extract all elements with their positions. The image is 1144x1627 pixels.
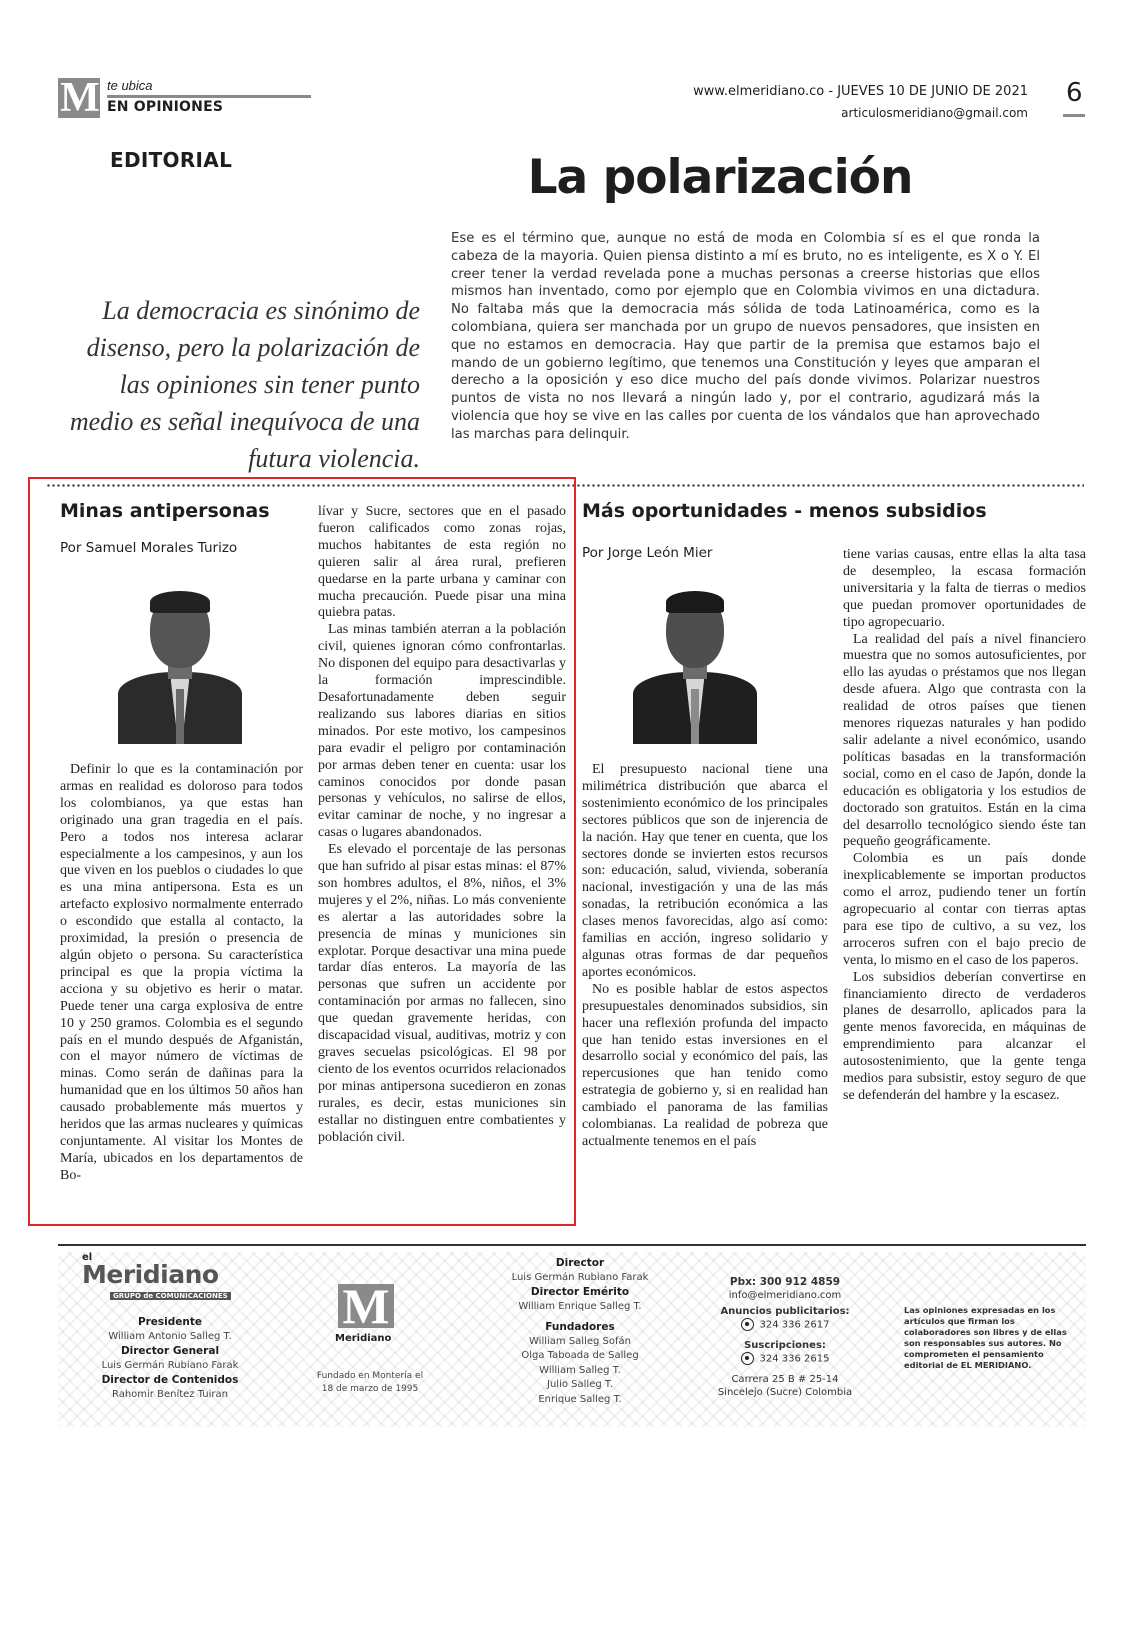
- paragraph: Los subsidios deberían convertirse en financiamiento directo de verdaderos planes de desarrollo, aplicados para la gente menos favorecida, en máquinas de emprendimiento para alcanzar el autosostenimiento, que la gente tenga medios para subsistir, estoy seguro de que se defenderán del hambre y la escasez.: [843, 969, 1086, 1103]
- staff-role: Director: [555, 1257, 605, 1269]
- section-name: EN OPINIONES: [107, 99, 224, 115]
- article-oportunidades-col2: [843, 547, 1086, 1105]
- header-email: articulosmeridiano@gmail.com: [841, 106, 1028, 120]
- article-title-oportunidades: Más oportunidades - menos subsidios: [582, 500, 987, 522]
- article-minas-col2: [318, 504, 566, 1146]
- byline-leon-mier: Por Jorge León Mier: [582, 545, 713, 561]
- brand-name: Meridiano: [82, 1260, 219, 1289]
- whatsapp-icon: [741, 1318, 754, 1331]
- author-photo-leon-mier: [618, 572, 772, 744]
- founder-name: Enrique Salleg T.: [538, 1393, 622, 1405]
- footer-logo-name: Meridiano: [335, 1333, 392, 1344]
- header-tagline: te ubica: [107, 78, 153, 93]
- paragraph: Las minas también aterran a la población civil, quienes ignoran cómo confrontarlas. No disponen del equipo para desactivarlas y la formación imprescindible. Desafortunadamente deben seguir realizando sus labores diarias en sitios minados. Por este motivo, los campesinos para evadir el peligro por contaminación por armas deben tener en cuenta: usar los caminos conocidos por donde pasan personas y vehículos, no salirse de ellos, evitar caminar de noche, y no ingresar a casas o lugares abandonados.: [318, 622, 566, 841]
- brand-group-tag: GRUPO de COMUNICACIONES: [110, 1292, 231, 1300]
- staff-name: William Enrique Salleg T.: [518, 1300, 642, 1312]
- meridiano-logo-footer: M: [338, 1284, 394, 1328]
- founder-name: William Salleg T.: [539, 1364, 621, 1376]
- brand-article: el: [82, 1252, 93, 1263]
- page-number-rule: [1063, 114, 1085, 117]
- subs-phone: 324 336 2615: [759, 1353, 830, 1364]
- staff-role: Presidente: [137, 1316, 203, 1328]
- whatsapp-icon: [741, 1352, 754, 1365]
- paragraph: El presupuesto nacional tiene una milimétrica distribución que abarca el sostenimiento económico de los principales sectores públicos que son de injerencia de la nación. Hay que tener en cuenta, que los sectores donde se invierten estos recursos son: educación, salud, vivienda, soberanía nacional, investigación y una de las más sonadas, la retribución económica a las clases menos favorecidas, algo así como: familias en acción, ingreso solidario y algunas otras formas de dar pequeños aportes económicos.: [582, 762, 828, 980]
- contact-email[interactable]: info@elmeridiano.com: [728, 1290, 842, 1301]
- founded-note: Fundado en Montería el 18 de marzo de 1995: [316, 1371, 424, 1394]
- ads-label: Anuncios publicitarios:: [720, 1306, 850, 1317]
- paragraph: La realidad del país a nivel financiero muestra que no somos autosuficientes, por ello las ayudas o préstamos que nos llegan desde afuera. Algo que contrasta con la realidad de otros países que tienen menores riquezas naturales y han podido salir adelante a nivel económico, usando políticas basadas en la transformación social, como en el caso de Japón, donde la educación es obligatoria y los estudios de doctorado son gratuitos. Están en la cima del desarrollo tecnológico siendo éste tan pequeño geográficamente.: [843, 631, 1086, 850]
- dateline: www.elmeridiano.co - JUEVES 10 DE JUNIO DE 2021: [693, 84, 1028, 99]
- address-line: Carrera 25 B # 25-14: [731, 1374, 839, 1385]
- editorial-pull-quote: La democracia es sinónimo de disenso, pero la polarización de las opiniones sin tener punto medio es señal inequívoca de una futura violencia.: [69, 296, 420, 473]
- author-photo-morales: [102, 572, 258, 744]
- editorial-body: Ese es el término que, aunque no está de moda en Colombia sí es el que ronda la cabeza de la mayoria. Quien piensa distinto a mí es bruto, no es inteligente, es X o Y. El creer tener la verdad revelada pone a muchas personas a creerse historias que ellos mismos han inventado, como por ejemplo que en Colombia vivimos en una dictadura. No faltaba más que la democracia más sólida de toda Latinoamérica, como es la colombiana, quiera ser manchada por un grupo de nuevos pensadores, que insisten en que no estamos en democracia. Hay que partir de la premisa que estamos bajo el mando de un gobierno legítimo, que tenemos una Constitución y leyes que amparan el derecho a la oposición y eso dice mucho del país donde vivimos. Polarizar nuestros puntos de vista no nos llevará a ningún lado y, por el contrario, agudizará más la violencia que hoy se vive en las calles por cuenta de los vándalos que han aprovechado las marchas para delinquir.: [451, 231, 1040, 442]
- paragraph: Colombia es un país donde inexplicablemente se importan productos como el arroz, pudiendo tener un fortín agropecuario al contar con tierras aptas para ese tipo de cultivo, a su vez, los arroceros sufren con el bajo precio de venta, lo mismo en el caso de los paperos.: [843, 851, 1086, 968]
- staff-role: Director General: [120, 1345, 220, 1357]
- staff-name: William Antonio Salleg T.: [108, 1330, 232, 1342]
- editorial-title: La polarización: [527, 150, 913, 205]
- contact-block: [700, 1276, 870, 1399]
- founder-name: Olga Taboada de Salleg: [521, 1350, 639, 1361]
- article-title-minas: Minas antipersonas: [60, 500, 270, 522]
- article-minas-col1: [60, 762, 303, 1185]
- subs-label: Suscripciones:: [744, 1339, 826, 1351]
- meridiano-logo: M: [58, 78, 100, 118]
- address-line: Sincelejo (Sucre) Colombia: [717, 1387, 853, 1398]
- article-oportunidades-col1: [582, 762, 828, 1151]
- paragraph: tiene varias causas, entre ellas la alta tasa de desempleo, la escasa formación universitaria y la falta de tierras o medios que puedan promover oportunidades de tipo agropecuario.: [843, 547, 1086, 630]
- pbx: Pbx: 300 912 4859: [729, 1276, 841, 1288]
- founder-name: William Salleg Sofán: [529, 1335, 631, 1347]
- paragraph: No es posible hablar de estos aspectos presupuestales denominados subsidios, sin hacer una reflexión profunda del impacto que han tenido estas inversiones en el desarrollo social y económico del país, las repercusiones que han tenido como estrategia de gobierno y, si en realidad han cambiado el panorama de las familias colombianas. La realidad de pobreza que actualmente tenemos en el país: [582, 981, 828, 1149]
- staff-role: Director Emérito: [530, 1286, 630, 1298]
- footer-rule: [58, 1244, 1086, 1246]
- ads-phone: 324 336 2617: [759, 1319, 830, 1331]
- page-number: 6: [1066, 78, 1083, 108]
- staff-center: [490, 1256, 670, 1407]
- editorial-label: EDITORIAL: [110, 148, 233, 172]
- header-rule: [107, 95, 311, 98]
- paragraph: Definir lo que es la contaminación por armas en realidad es doloroso para todos los colombianos, ya que estas han originado una gran tragedia en el país. Pero a todos nos interesa aclarar especialmente a los campesinos, y aun los que viven en los pueblos o ciudades lo que es una mina antipersona. Esta es un artefacto explosivo normalmente enterrado o escondido que estalla al contacto, la proximidad, la presión o presencia de algún objeto o persona. Su característica principal es que la propia víctima la acciona y su objetivo es herir o matar. Puede tener una carga explosiva de entre 10 y 250 gramos. Colombia es el segundo país en el mundo después de Afganistán, con el mayor número de víctimas de minas. Como serán de dañinas para la humanidad que en los últimos 50 años han causado probablemente más muertos y heridos que las armas nucleares y químicas conjuntamente. Al visitar los Montes de María, ubicados en los departamentos de Bo-: [60, 762, 303, 1183]
- paragraph: Es elevado el porcentaje de las personas que han sufrido al pisar estas minas: el 87% son hombres adultos, el 8%, niños, el 3% mujeres y el 2%, niñas. Lo más conveniente es alertar a las autoridades sobre la presencia de minas y municiones sin explotar. Porque desactivar una mina puede tardar días enteros. La mayoría de las personas que sufren un accidente por contaminación por armas no fallecen, sino que quedan gravemente heridas, con discapacidad visual, auditivas, motriz y con graves secuelas psicológicas. El 98 por ciento de los eventos ocurridos relacionados por minas antipersona sucedieron en zonas rurales, es decir, estas municiones sin estallar no distinguen entre combatientes y población civil.: [318, 842, 566, 1145]
- paragraph: lívar y Sucre, sectores que en el pasado fueron calificados como zonas rojas, muchos habitantes de esta región no quieren salir al área rural, prefieren quedarse en la parte urbana y caminar con mucha precaución. Puede pisar una mina quiebra patas.: [318, 504, 566, 621]
- staff-role: Fundadores: [545, 1321, 615, 1333]
- byline-morales: Por Samuel Morales Turizo: [60, 540, 238, 556]
- staff-name: Luis Germán Rubiano Farak: [511, 1271, 649, 1283]
- staff-name: Rahomir Benítez Tuiran: [111, 1388, 229, 1400]
- staff-left: [80, 1315, 260, 1402]
- staff-role: Director de Contenidos: [101, 1374, 239, 1386]
- section-divider: [46, 483, 1084, 488]
- footer-disclaimer: Las opiniones expresadas en los artículos que firman los colaboradores son libres y de ellas son responsables sus autores. No comprometen el pensamiento editorial de EL MERIDIANO.: [904, 1305, 1067, 1370]
- staff-name: Luis Germán Rubiano Farak: [101, 1359, 239, 1371]
- founder-name: Julio Salleg T.: [547, 1379, 613, 1390]
